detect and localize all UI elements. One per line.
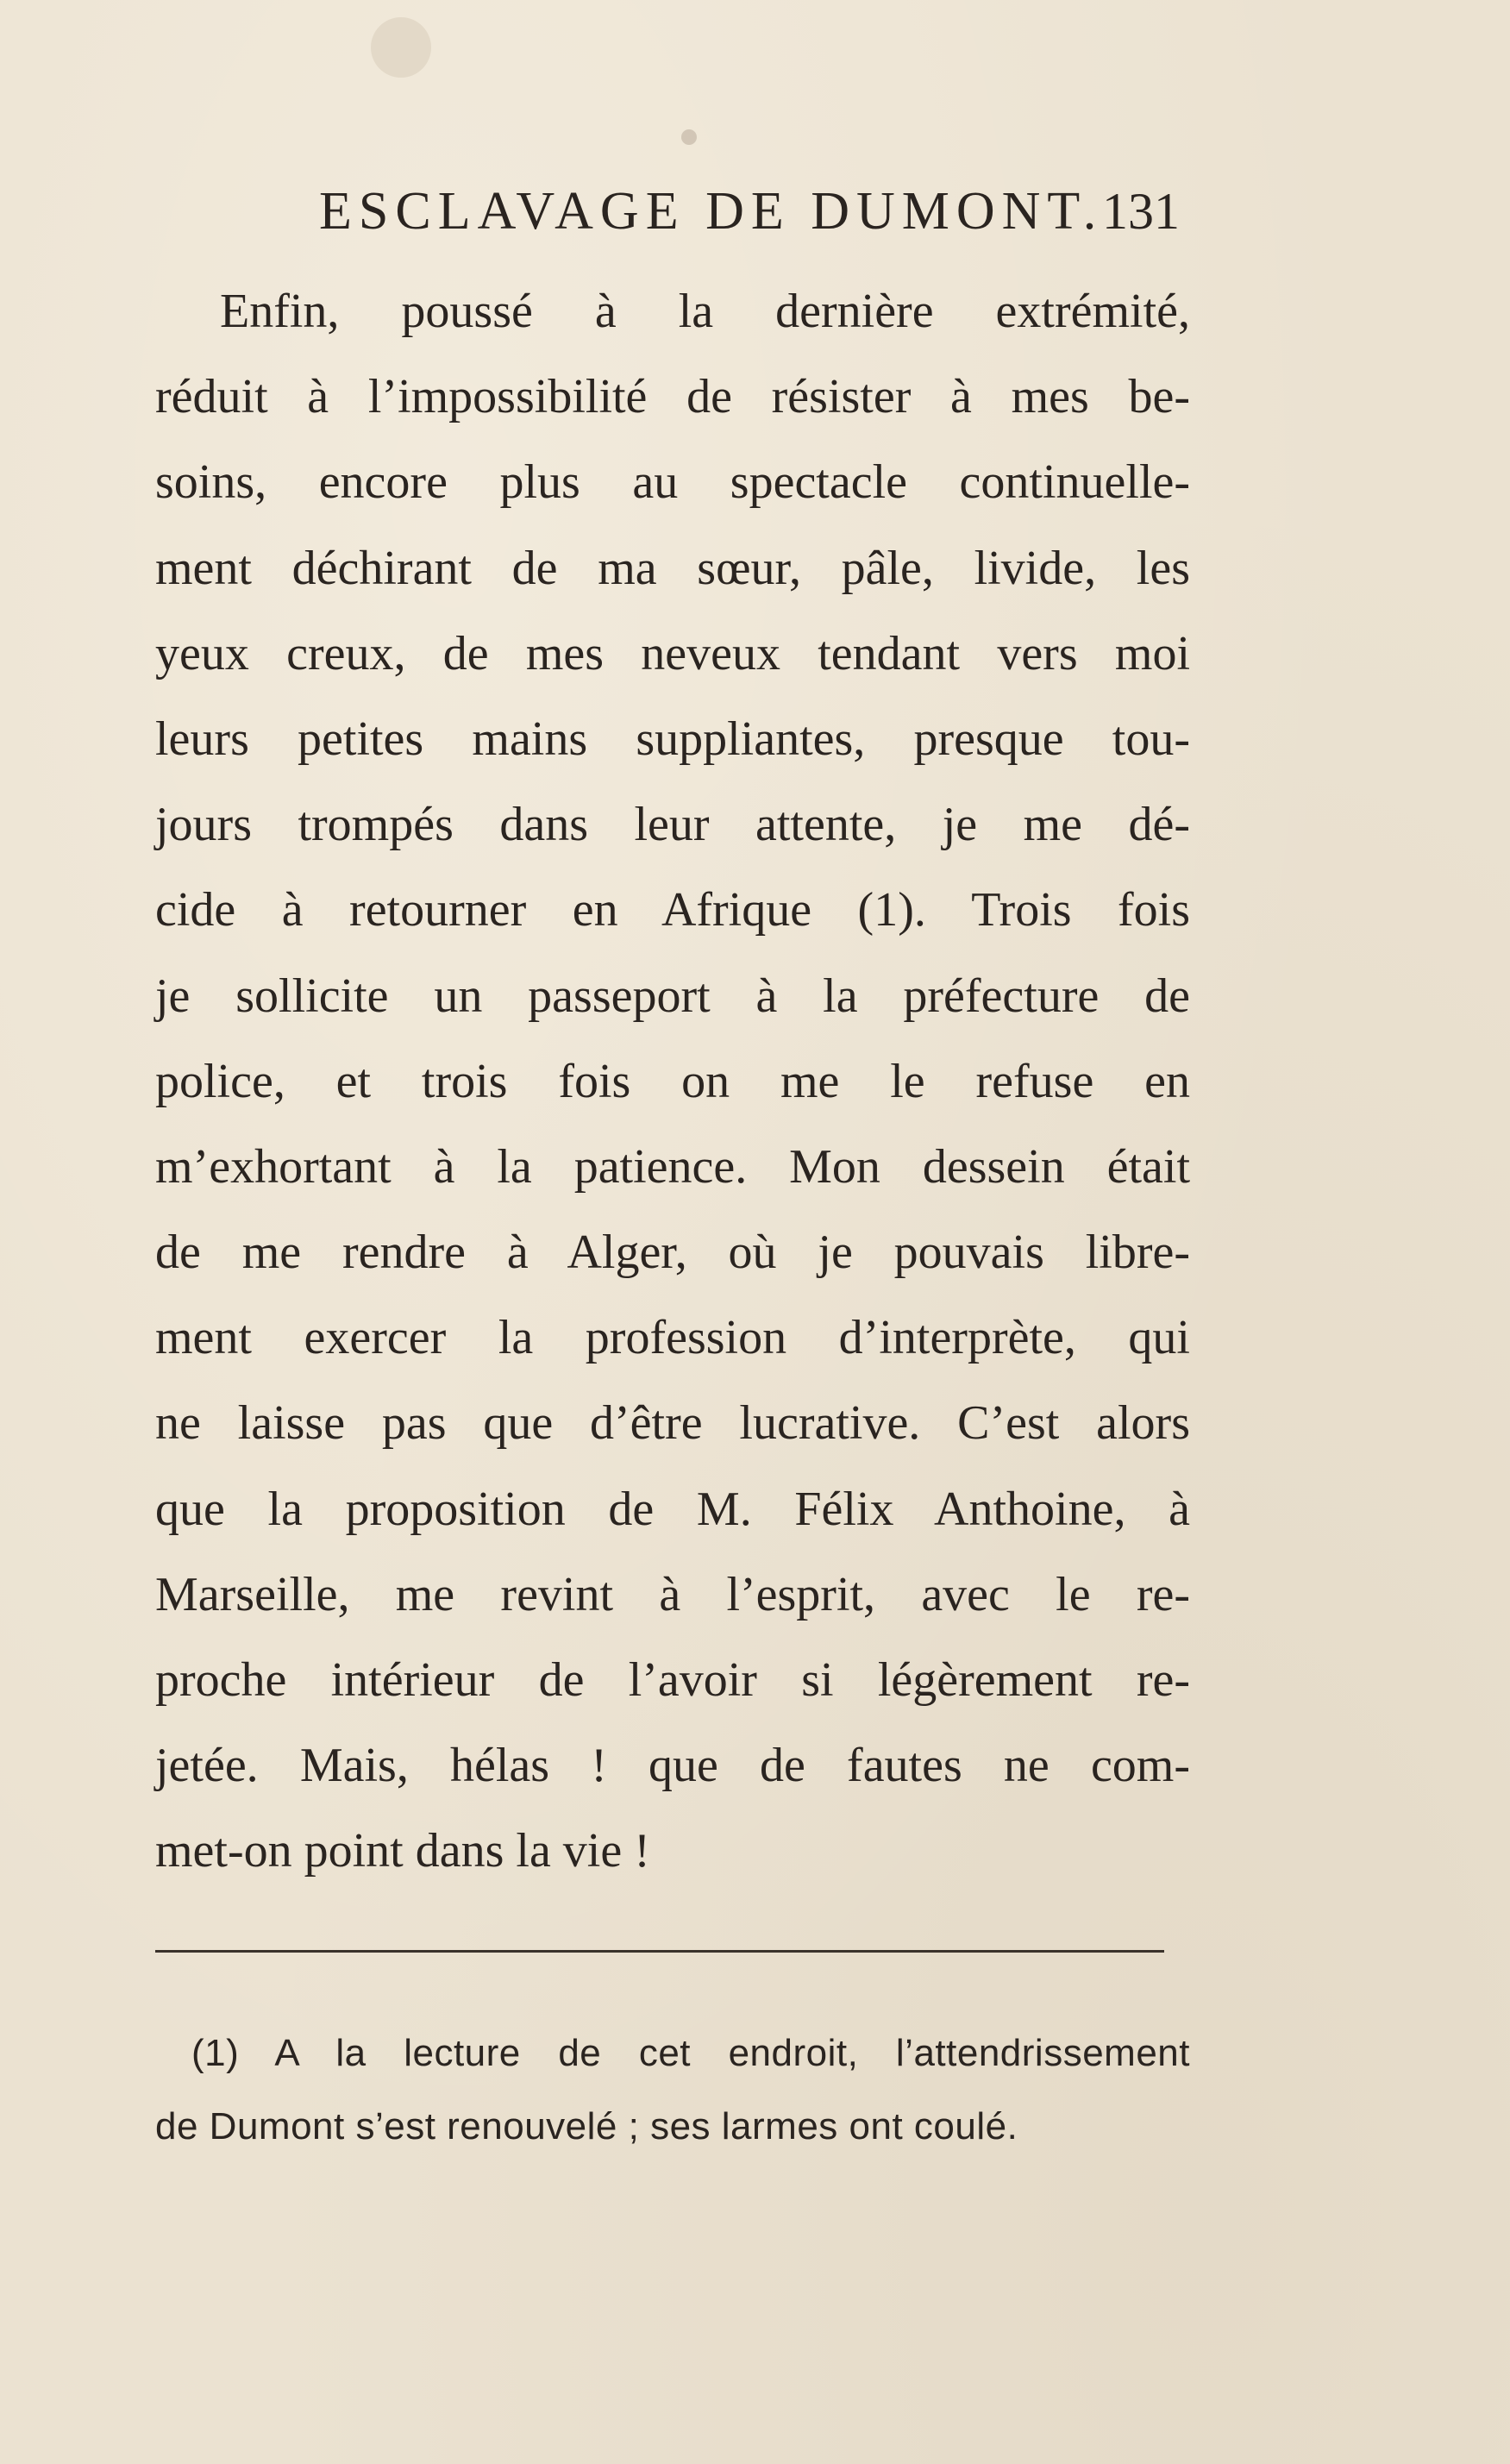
text-line: ne laisse pas que d’être lucrative. C’est alors [155, 1396, 1190, 1451]
text-line: réduit à l’impossibilité de résister à mes be- [155, 370, 1190, 424]
text-line: Enfin, poussé à la dernière extrémité, [220, 285, 1190, 338]
text-line: jetée. Mais, hélas ! que de fautes ne com- [155, 1739, 1190, 1793]
running-title: ESCLAVAGE DE DUMONT. [319, 182, 1104, 241]
page-number: 131 [1102, 183, 1180, 240]
text-line: soins, encore plus au spectacle continuelle- [155, 455, 1190, 510]
text-line: police, et trois fois on me le refuse en [155, 1054, 1190, 1108]
text-line: ment déchirant de ma sœur, pâle, livide, les [155, 541, 1190, 595]
text-line: m’exhortant à la patience. Mon dessein était [155, 1139, 1190, 1194]
text-line: proche intérieur de l’avoir si légèrement re- [155, 1653, 1190, 1707]
text-line: je sollicite un passeport à la préfecture de [155, 969, 1190, 1023]
text-line: ment exercer la profession d’interprète, qui [155, 1311, 1190, 1365]
text-line: cide à retourner en Afrique (1). Trois fois [155, 883, 1190, 937]
footnote [155, 2016, 1190, 2163]
body-paragraph [155, 269, 1190, 1895]
footnote-line: (1) A la lecture de cet endroit, l’attendrissement [191, 2032, 1190, 2074]
footnote-divider [155, 1950, 1164, 1953]
text-line: met-on point dans la vie ! [155, 1824, 650, 1878]
text-line: Marseille, me revint à l’esprit, avec le re- [155, 1567, 1190, 1621]
text-line: leurs petites mains suppliantes, presque tou- [155, 712, 1190, 766]
text-line: jours trompés dans leur attente, je me dé- [155, 798, 1190, 852]
text-line: que la proposition de M. Félix Anthoine, à [155, 1482, 1190, 1536]
text-line: yeux creux, de mes neveux tendant vers moi [155, 626, 1190, 680]
text-line: de me rendre à Alger, où je pouvais libre- [155, 1226, 1190, 1280]
paper-stain [371, 17, 431, 78]
paper-stain [681, 129, 697, 145]
page-header [155, 177, 1190, 246]
footnote-line: de Dumont s’est renouvelé ; ses larmes ont coulé. [155, 2105, 1018, 2147]
